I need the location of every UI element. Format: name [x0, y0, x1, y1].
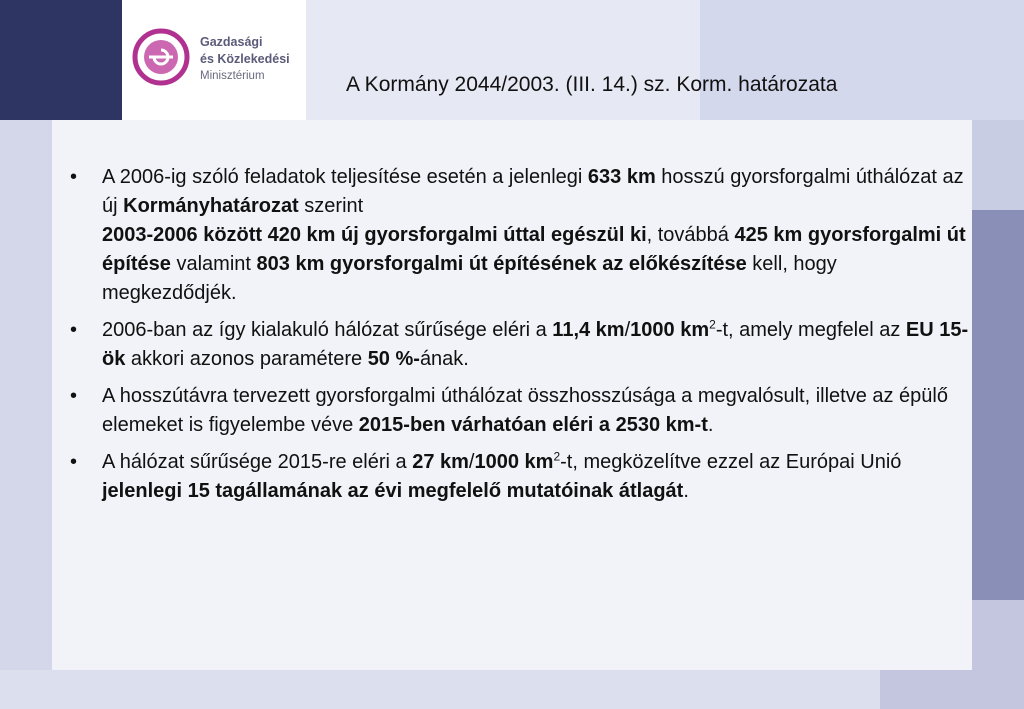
- bullet-text-superscript: 2: [709, 317, 716, 332]
- bullet-text: ának.: [419, 348, 469, 370]
- bullet-text-bold: 27 km: [412, 451, 469, 473]
- bg-block-navy: [0, 0, 122, 120]
- slide-title: A Kormány 2044/2003. (III. 14.) sz. Korm. határozata: [346, 73, 838, 96]
- bullet-marker: •: [70, 451, 78, 473]
- bullet-text-bold: 2015-ben várhatóan eléri a 2530 km-t: [358, 414, 708, 436]
- bullet-text: /: [624, 319, 631, 341]
- bullet-text: kell, hogy megkezdődjék.: [102, 253, 837, 304]
- bg-block-left-mid: [0, 120, 52, 709]
- bg-block-top-mid: [700, 0, 1024, 120]
- bullet-text-bold: 2003-2006 között 420 km új gyorsforgalmi úttal egészül ki: [102, 224, 647, 246]
- logo-line-1: Gazdasági: [200, 35, 263, 49]
- logo-line-3: Minisztérium: [200, 70, 265, 82]
- bullet-text-bold: Kormányhatározat: [123, 195, 299, 217]
- bullet-marker: •: [70, 385, 78, 407]
- bullet-text-bold: 1000 km: [474, 451, 554, 473]
- bullet-text-bold: 11,4 km: [552, 319, 625, 341]
- bullet-text: .: [707, 414, 714, 436]
- bullet-text: hosszú gyorsforgalmi úthálózat az új: [102, 166, 964, 217]
- bg-block-bottom-left: [0, 670, 880, 709]
- bullet-text: /: [468, 451, 475, 473]
- bullet-item: [70, 163, 970, 308]
- bullet-text: -t, amely megfelel az: [715, 319, 906, 341]
- bullet-text: A hálózat sűrűsége 2015-re eléri a: [102, 451, 413, 473]
- bullet-item: [70, 382, 970, 440]
- bullet-marker: •: [70, 166, 78, 188]
- bullet-text-bold: 803 km gyorsforgalmi út építésének az előkészítése: [256, 253, 747, 275]
- bullet-text-bold: 425 km gyorsforgalmi út építése: [102, 224, 966, 275]
- bullet-text-superscript: 2: [553, 449, 561, 464]
- bullet-text: valamint: [170, 253, 257, 275]
- ministry-logo-emblem-icon: [132, 28, 190, 86]
- bullet-text: A hosszútávra tervezett gyorsforgalmi úthálózat összhosszúsága a megvalósult, illetve az épülő elemeket is figyelembe véve: [102, 385, 948, 436]
- ministry-logo: [122, 0, 306, 120]
- bullet-text-bold: 50 %-: [367, 348, 420, 370]
- bullet-text: szerint: [298, 195, 364, 217]
- logo-text: [200, 34, 290, 85]
- bullet-item: [70, 448, 970, 506]
- bullet-item: [70, 316, 970, 374]
- bullet-text: 2006-ban az így kialakuló hálózat sűrűsége eléri a: [102, 319, 553, 341]
- bullet-list: [70, 163, 970, 514]
- bullet-text: A 2006-ig szóló feladatok teljesítése esetén a jelenlegi: [102, 166, 588, 188]
- bullet-text-bold: 633 km: [587, 166, 656, 188]
- logo-line-2: és Közlekedési: [200, 52, 290, 66]
- bullet-text: , továbbá: [646, 224, 735, 246]
- bullet-marker: •: [70, 319, 78, 341]
- bullet-text: akkori azonos paramétere: [125, 348, 368, 370]
- bullet-text-bold: EU 15-ök: [102, 319, 969, 370]
- bullet-text-bold: jelenlegi 15 tagállamának az évi megfelelő mutatóinak átlagát: [102, 480, 684, 502]
- bullet-text-bold: 1000 km: [630, 319, 710, 341]
- bullet-text: -t, megközelítve ezzel az Európai Unió: [560, 451, 902, 473]
- bullet-text: .: [683, 480, 689, 502]
